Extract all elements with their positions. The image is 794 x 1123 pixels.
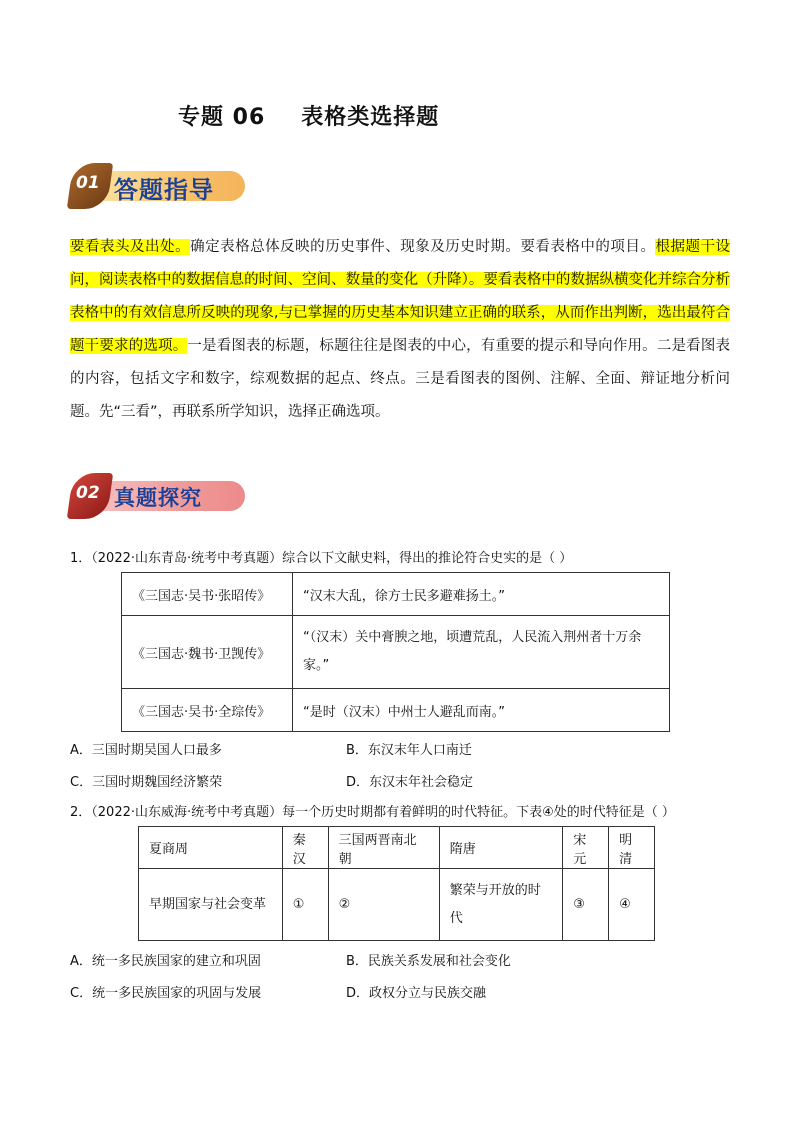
table-row [122,616,670,689]
header-cell: 夏商周 [139,827,283,869]
q2-option-b[interactable]: B．民族关系发展和社会变化 [346,954,511,969]
quote-cell: “汉末大乱，徐方士民多避难扬土。” [293,573,670,616]
q1-option-b[interactable]: B．东汉末年人口南迁 [346,743,472,758]
q1-option-d[interactable]: D．东汉末年社会稳定 [346,775,474,790]
q2-option-c[interactable]: C．统一多民族国家的巩固与发展 [70,986,262,1001]
guide-highlight-1: 要看表头及出处。 [70,239,191,255]
feature-cell: ② [328,869,439,941]
question-2-stem: 2．（2022·山东威海·统考中考真题）每一个历史时期都有着鲜明的时代特征。下表④处的时代特征是（ ） [70,805,675,820]
source-cell: 《三国志·魏书·卫觊传》 [122,616,293,689]
header-cell: 三国两晋南北朝 [328,827,439,869]
feature-cell: ④ [609,869,655,941]
table-row [139,869,655,941]
header-cell: 明清 [609,827,655,869]
header-cell: 秦汉 [282,827,328,869]
table-row [122,573,670,616]
guide-text-2: 一是看图表的标题，标题往往是图表的中心，有重要的提示和导向作用。二是看图表的内容，包括文字和数字，综观数据的起点、终点。三是看图表的图例、注解、全面、辩证地分析问题。先“三看”，再联系所学知识，选择正确选项。 [70,338,731,420]
page-title [178,100,439,131]
question-1-stem: 1．（2022·山东青岛·统考中考真题）综合以下文献史料，得出的推论符合史实的是（ ） [70,551,573,566]
q1-option-c[interactable]: C．三国时期魏国经济繁荣 [70,775,223,790]
section-number: 02 [76,483,100,503]
section-label: 真题探究 [114,486,202,510]
guide-highlight-2: 根据题干设问，阅读表格中的数据信息的时间、空间、数量的变化（升降）。要看表格中的数据纵横变化并综合分析表格中的有效信息所反映的现象,与已掌握的历史基本知识建立正确的联系，从而作出判断，选出最符合题干要求的选项。 [70,239,730,354]
feature-cell: ③ [563,869,609,941]
header-cell: 隋唐 [439,827,562,869]
quote-cell: “（汉末）关中膏腴之地，顷遭荒乱，人民流入荆州者十万余家。” [293,616,670,689]
title-prefix: 专题 06 [178,105,266,130]
title-main: 表格类选择题 [301,105,440,130]
guide-paragraph [70,231,730,429]
section-banner-guide [70,163,245,209]
q2-option-d[interactable]: D．政权分立与民族交融 [346,986,487,1001]
source-cell: 《三国志·吴书·全琮传》 [122,689,293,732]
quote-cell: “是时（汉末）中州士人避乱而南。” [293,689,670,732]
section-banner-questions [70,473,245,519]
q2-option-a[interactable]: A．统一多民族国家的建立和巩固 [70,954,261,969]
section-number: 01 [76,173,100,193]
table-row [122,689,670,732]
question-1-table [121,572,670,732]
header-cell: 宋元 [563,827,609,869]
section-label: 答题指导 [114,176,214,204]
source-cell: 《三国志·吴书·张昭传》 [122,573,293,616]
feature-cell: 早期国家与社会变革 [139,869,283,941]
question-2-table [138,826,655,941]
guide-text-1: 确定表格总体反映的历史事件、现象及历史时期。要看表格中的项目。 [190,239,656,255]
feature-cell: 繁荣与开放的时代 [439,869,562,941]
feature-cell: ① [282,869,328,941]
q1-option-a[interactable]: A．三国时期吴国人口最多 [70,743,222,758]
table-row [139,827,655,869]
